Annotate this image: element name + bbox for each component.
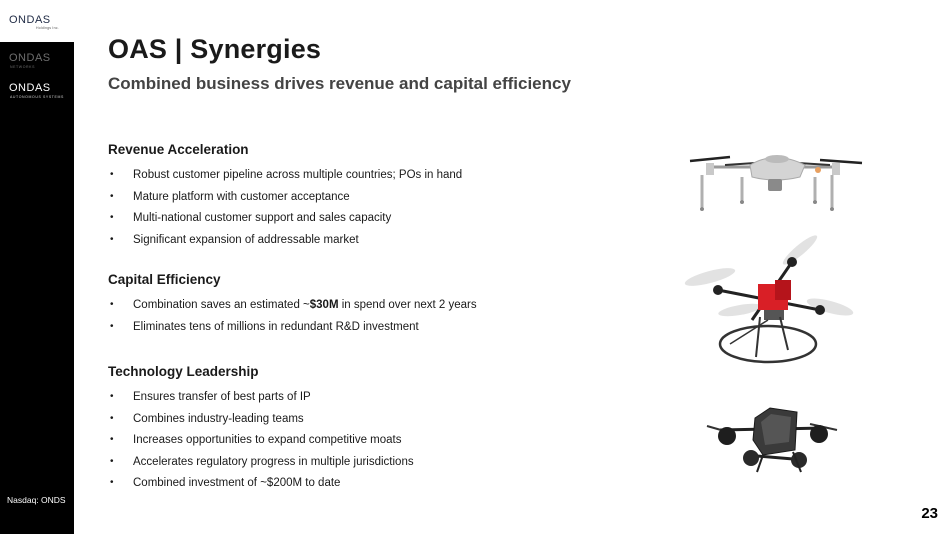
logo-text: ONDAS xyxy=(9,14,51,26)
section-heading: Technology Leadership xyxy=(108,364,259,379)
red-rotor-drone-with-ring-icon xyxy=(680,232,860,372)
section-capital-efficiency xyxy=(108,272,477,341)
list-item: • Increases opportunities to expand competitive moats xyxy=(110,434,402,446)
bullet-icon: • xyxy=(110,169,114,180)
section-heading: Revenue Acceleration xyxy=(108,142,249,157)
section-technology-leadership xyxy=(108,364,414,498)
networks-logo: ONDAS xyxy=(9,52,51,64)
bullet-icon: • xyxy=(110,455,114,467)
autonomous-systems-logo: ONDAS xyxy=(9,82,51,94)
list-item: • Ensures transfer of best parts of IP xyxy=(110,391,311,403)
slide-subtitle: Combined business drives revenue and capital efficiency xyxy=(108,74,571,93)
bullet-icon: • xyxy=(110,299,114,310)
list-item: • Combines industry-leading teams xyxy=(110,412,304,425)
bullet-list xyxy=(108,390,414,498)
sidebar xyxy=(0,0,74,534)
savings-amount: $30M xyxy=(309,299,339,311)
slide-title: OAS | Synergies xyxy=(108,34,322,64)
dark-multirotor-drone-icon xyxy=(705,400,840,480)
autonomous-systems-logo-sub: AUTONOMOUS SYSTEMS xyxy=(10,95,64,99)
page-number: 23 xyxy=(921,505,938,522)
bullet-icon: • xyxy=(110,434,114,445)
bullet-list xyxy=(108,298,477,341)
list-item: • Eliminates tens of millions in redundant R&D investment xyxy=(110,320,419,333)
section-revenue-acceleration xyxy=(108,142,462,254)
list-item: • Combined investment of ~$200M to date xyxy=(110,477,341,489)
logo-subtext: Holdings Inc. xyxy=(36,26,59,30)
company-logo xyxy=(0,0,74,42)
nasdaq-ticker: Nasdaq: ONDS xyxy=(7,495,66,505)
section-heading: Capital Efficiency xyxy=(108,272,221,287)
white-quadcopter-drone-icon xyxy=(680,145,870,220)
list-item: • Accelerates regulatory progress in multiple jurisdictions xyxy=(110,455,414,468)
bullet-icon: • xyxy=(110,477,114,488)
bullet-list xyxy=(108,168,462,254)
bullet-icon: • xyxy=(110,320,114,332)
list-item: • Combination saves an estimated ~$30M in spend over next 2 years xyxy=(110,299,477,311)
list-item: • Significant expansion of addressable market xyxy=(110,233,359,246)
list-item: • Multi-national customer support and sales capacity xyxy=(110,212,392,224)
bullet-icon: • xyxy=(110,212,114,223)
bullet-icon: • xyxy=(110,190,114,202)
bullet-icon: • xyxy=(110,233,114,245)
networks-logo-sub: NETWORKS xyxy=(10,65,36,69)
bullet-icon: • xyxy=(110,412,114,424)
list-item: • Robust customer pipeline across multiple countries; POs in hand xyxy=(110,169,463,181)
bullet-icon: • xyxy=(110,391,114,402)
list-item: • Mature platform with customer acceptance xyxy=(110,190,350,203)
